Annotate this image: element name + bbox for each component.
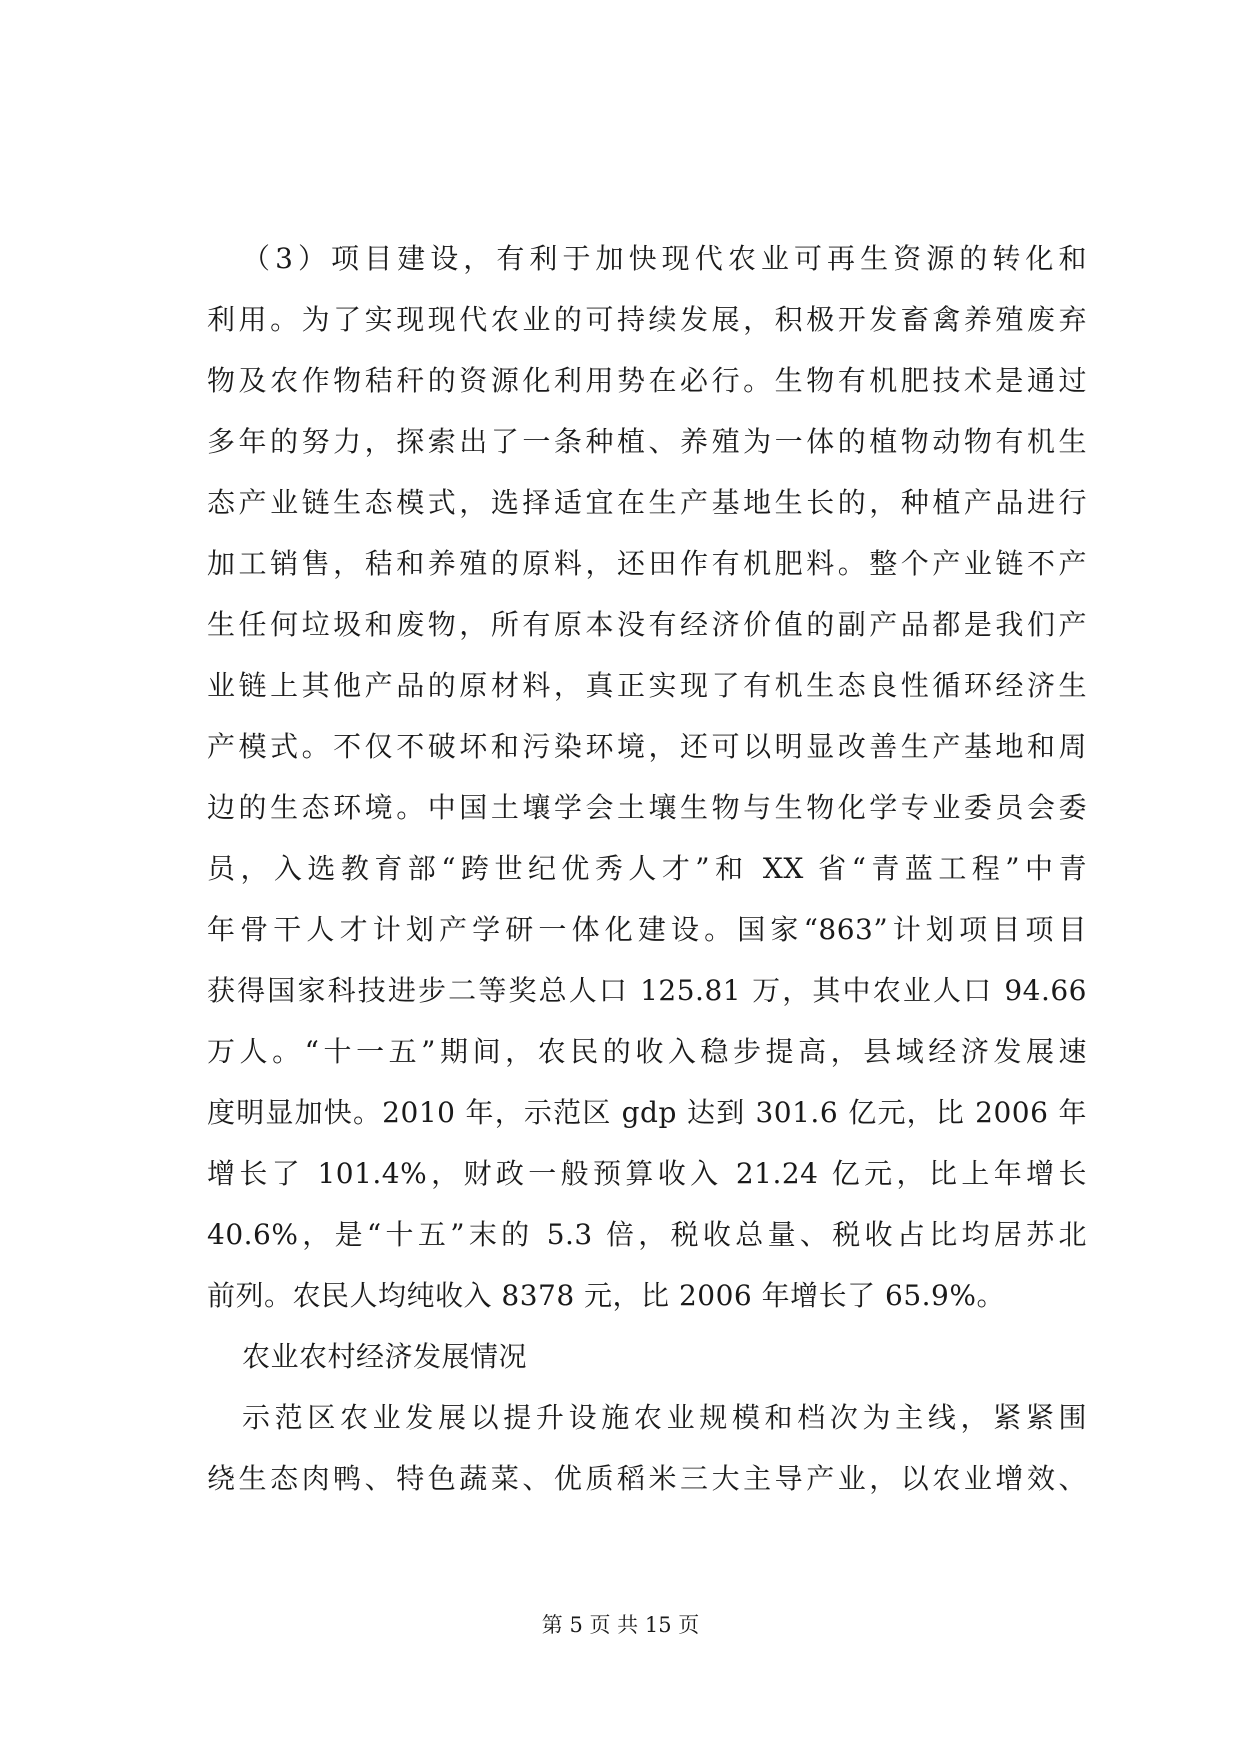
text-line: 示范区农业发展以提升设施农业规模和档次为主线，紧紧围	[242, 1401, 1087, 1434]
text-line: 度明显加快。2010 年，示范区 gdp 达到 301.6 亿元，比 2006 年	[207, 1096, 1087, 1129]
text-line: 物及农作物秸秆的资源化利用势在必行。生物有机肥技术是通过	[207, 364, 1087, 397]
text-line: 加工销售，秸和养殖的原料，还田作有机肥料。整个产业链不产	[207, 547, 1087, 580]
text-line: 生任何垃圾和废物，所有原本没有经济价值的副产品都是我们产	[207, 608, 1087, 641]
text-line: 农业农村经济发展情况	[242, 1340, 528, 1373]
text-line: 多年的努力，探索出了一条种植、养殖为一体的植物动物有机生	[207, 425, 1087, 458]
text-line: 年骨干人才计划产学研一体化建设。国家“863”计划项目项目	[207, 913, 1087, 946]
body-text	[207, 228, 1087, 1509]
text-line: 员，入选教育部“跨世纪优秀人才”和 XX 省“青蓝工程”中青	[207, 852, 1087, 885]
text-line: 业链上其他产品的原材料，真正实现了有机生态良性循环经济生	[207, 669, 1087, 702]
text-line: 利用。为了实现现代农业的可持续发展，积极开发畜禽养殖废弃	[207, 303, 1087, 336]
page-footer: 第 5 页 共 15 页	[541, 1613, 700, 1637]
text-line: 增长了 101.4%，财政一般预算收入 21.24 亿元，比上年增长	[207, 1157, 1087, 1190]
text-line: 绕生态肉鸭、特色蔬菜、优质稻米三大主导产业，以农业增效、	[207, 1462, 1087, 1495]
text-line: 前列。农民人均纯收入 8378 元，比 2006 年增长了 65.9%。	[207, 1279, 1005, 1312]
text-line: （3）项目建设，有利于加快现代农业可再生资源的转化和	[242, 242, 1087, 275]
text-line: 态产业链生态模式，选择适宜在生产基地生长的，种植产品进行	[207, 486, 1087, 519]
text-line: 获得国家科技进步二等奖总人口 125.81 万，其中农业人口 94.66	[207, 974, 1087, 1007]
text-line: 边的生态环境。中国土壤学会土壤生物与生物化学专业委员会委	[207, 791, 1087, 824]
text-line: 万人。“十一五”期间，农民的收入稳步提高，县域经济发展速	[207, 1035, 1087, 1068]
text-line: 产模式。不仅不破坏和污染环境，还可以明显改善生产基地和周	[207, 730, 1087, 763]
text-line: 40.6%，是“十五”末的 5.3 倍，税收总量、税收占比均居苏北	[207, 1218, 1087, 1251]
